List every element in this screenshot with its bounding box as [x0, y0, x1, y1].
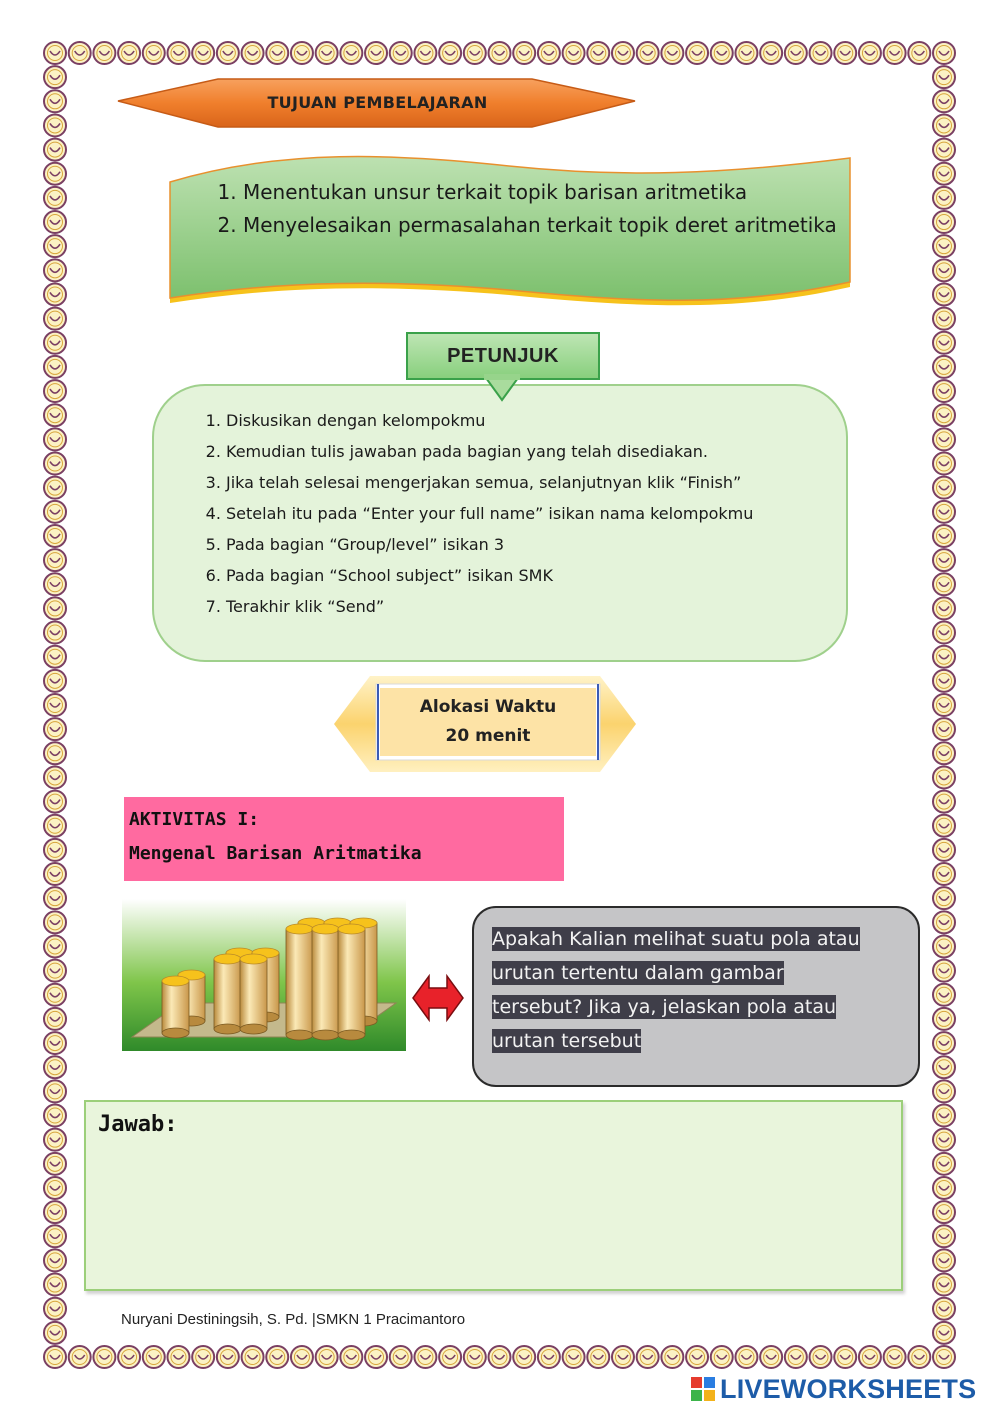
question-line: urutan tertentu dalam gambar	[492, 962, 784, 984]
activity-number: AKTIVITAS I:	[129, 809, 260, 830]
smiley-bead-icon	[933, 453, 955, 475]
activity-title: Mengenal Barisan Aritmatika	[129, 843, 422, 864]
smiley-bead-icon	[563, 1346, 585, 1368]
smiley-bead-icon	[933, 1298, 955, 1320]
smiley-bead-icon	[192, 1346, 214, 1368]
liveworksheets-logo-icon	[690, 1376, 716, 1402]
smiley-bead-icon	[933, 839, 955, 861]
smiley-bead-icon	[316, 42, 338, 64]
cylinder-shape	[338, 924, 365, 1040]
question-line: Apakah Kalian melihat suatu pola atau	[492, 928, 860, 950]
smiley-bead-icon	[859, 42, 881, 64]
smiley-bead-icon	[933, 573, 955, 595]
cylinder-shape	[240, 954, 267, 1034]
smiley-bead-icon	[44, 90, 66, 112]
smiley-bead-icon	[637, 42, 659, 64]
smiley-bead-icon	[933, 477, 955, 499]
answer-input[interactable]	[98, 1150, 892, 1280]
instruction-step: 6. Pada bagian “School subject” isikan SMK	[226, 560, 830, 591]
smiley-bead-icon	[933, 235, 955, 257]
time-allocation	[378, 686, 598, 758]
smiley-bead-icon	[414, 1346, 436, 1368]
instruction-step: 4. Setelah itu pada “Enter your full name” isikan nama kelompokmu	[226, 498, 830, 529]
smiley-bead-icon	[291, 1346, 313, 1368]
smiley-bead-icon	[859, 1346, 881, 1368]
smiley-bead-icon	[884, 42, 906, 64]
smiley-bead-icon	[933, 114, 955, 136]
smiley-bead-icon	[44, 501, 66, 523]
smiley-bead-icon	[291, 42, 313, 64]
smiley-bead-icon	[44, 791, 66, 813]
activity-heading	[124, 797, 564, 881]
smiley-bead-icon	[661, 42, 683, 64]
time-allocation-label: Alokasi Waktu	[419, 697, 557, 717]
smiley-bead-icon	[933, 935, 955, 957]
smiley-bead-icon	[933, 791, 955, 813]
smiley-bead-icon	[513, 1346, 535, 1368]
smiley-bead-icon	[933, 308, 955, 330]
smiley-bead-icon	[266, 42, 288, 64]
smiley-bead-icon	[118, 1346, 140, 1368]
smiley-bead-icon	[93, 42, 115, 64]
smiley-bead-icon	[933, 863, 955, 885]
smiley-bead-icon	[810, 1346, 832, 1368]
smiley-bead-icon	[44, 670, 66, 692]
smiley-bead-icon	[414, 42, 436, 64]
smiley-bead-icon	[908, 42, 930, 64]
smiley-bead-icon	[612, 42, 634, 64]
smiley-bead-icon	[908, 1346, 930, 1368]
smiley-bead-icon	[711, 42, 733, 64]
smiley-bead-icon	[44, 1201, 66, 1223]
smiley-bead-icon	[810, 42, 832, 64]
smiley-bead-icon	[118, 42, 140, 64]
smiley-bead-icon	[44, 211, 66, 233]
time-allocation-value: 20 menit	[445, 726, 531, 746]
smiley-bead-icon	[785, 1346, 807, 1368]
smiley-bead-icon	[439, 1346, 461, 1368]
smiley-bead-icon	[44, 308, 66, 330]
smiley-bead-icon	[933, 211, 955, 233]
smiley-bead-icon	[563, 42, 585, 64]
smiley-bead-icon	[933, 1274, 955, 1296]
smiley-bead-icon	[933, 911, 955, 933]
smiley-bead-icon	[933, 139, 955, 161]
smiley-bead-icon	[933, 1105, 955, 1127]
smiley-bead-icon	[143, 1346, 165, 1368]
smiley-bead-icon	[933, 1201, 955, 1223]
question-line: tersebut? Jika ya, jelaskan pola atau	[492, 996, 837, 1018]
smiley-bead-icon	[44, 839, 66, 861]
cylinder-shape	[312, 924, 339, 1040]
smiley-bead-icon	[242, 1346, 264, 1368]
smiley-bead-icon	[686, 1346, 708, 1368]
smiley-bead-icon	[44, 332, 66, 354]
smiley-bead-icon	[933, 766, 955, 788]
smiley-bead-icon	[69, 42, 91, 64]
answer-label: Jawab:	[98, 1112, 178, 1137]
header-title: TUJUAN PEMBELAJARAN	[267, 92, 488, 112]
smiley-bead-icon	[44, 766, 66, 788]
smiley-bead-icon	[44, 453, 66, 475]
smiley-bead-icon	[44, 887, 66, 909]
smiley-bead-icon	[933, 549, 955, 571]
smiley-bead-icon	[489, 42, 511, 64]
smiley-bead-icon	[44, 549, 66, 571]
smiley-bead-icon	[365, 1346, 387, 1368]
smiley-bead-icon	[785, 42, 807, 64]
smiley-bead-icon	[637, 1346, 659, 1368]
footer-author: Nuryani Destiningsih, S. Pd. |SMKN 1 Pracimantoro	[121, 1311, 466, 1328]
smiley-bead-icon	[44, 935, 66, 957]
smiley-bead-icon	[686, 42, 708, 64]
smiley-bead-icon	[266, 1346, 288, 1368]
smiley-bead-icon	[933, 1322, 955, 1344]
smiley-bead-icon	[587, 1346, 609, 1368]
smiley-bead-icon	[933, 1153, 955, 1175]
smiley-bead-icon	[143, 42, 165, 64]
smiley-bead-icon	[933, 163, 955, 185]
smiley-bead-icon	[513, 42, 535, 64]
smiley-bead-icon	[933, 1080, 955, 1102]
smiley-bead-icon	[933, 1008, 955, 1030]
question-text	[492, 922, 902, 1058]
smiley-bead-icon	[44, 428, 66, 450]
smiley-bead-icon	[44, 66, 66, 88]
smiley-bead-icon	[933, 742, 955, 764]
smiley-bead-icon	[44, 984, 66, 1006]
smiley-bead-icon	[735, 42, 757, 64]
smiley-bead-icon	[933, 815, 955, 837]
smiley-bead-icon	[69, 1346, 91, 1368]
smiley-bead-icon	[933, 283, 955, 305]
smiley-bead-icon	[192, 42, 214, 64]
instructions-steps	[190, 405, 830, 622]
smiley-bead-icon	[44, 1225, 66, 1247]
smiley-bead-icon	[316, 1346, 338, 1368]
smiley-bead-icon	[439, 42, 461, 64]
smiley-bead-icon	[44, 911, 66, 933]
smiley-bead-icon	[44, 356, 66, 378]
smiley-bead-icon	[933, 259, 955, 281]
smiley-bead-icon	[44, 163, 66, 185]
smiley-bead-icon	[340, 42, 362, 64]
smiley-bead-icon	[464, 1346, 486, 1368]
smiley-bead-icon	[93, 1346, 115, 1368]
smiley-bead-icon	[44, 1177, 66, 1199]
smiley-bead-icon	[44, 283, 66, 305]
smiley-bead-icon	[44, 380, 66, 402]
smiley-bead-icon	[44, 1249, 66, 1271]
smiley-bead-icon	[44, 694, 66, 716]
smiley-bead-icon	[933, 646, 955, 668]
instructions-label: PETUNJUK	[447, 344, 559, 367]
smiley-bead-icon	[933, 1032, 955, 1054]
smiley-bead-icon	[217, 42, 239, 64]
cylinder-shape	[162, 976, 189, 1038]
liveworksheets-logo-text: LIVEWORKSHEETS	[720, 1373, 977, 1404]
smiley-bead-icon	[167, 42, 189, 64]
liveworksheets-logo	[690, 1372, 976, 1406]
smiley-bead-icon	[44, 139, 66, 161]
instruction-step: 7. Terakhir klik “Send”	[226, 591, 830, 622]
smiley-bead-icon	[735, 1346, 757, 1368]
smiley-bead-icon	[44, 597, 66, 619]
smiley-bead-icon	[933, 960, 955, 982]
double-arrow-icon	[411, 972, 465, 1024]
smiley-bead-icon	[933, 1129, 955, 1151]
smiley-bead-icon	[44, 863, 66, 885]
smiley-bead-icon	[44, 646, 66, 668]
smiley-bead-icon	[44, 573, 66, 595]
smiley-bead-icon	[44, 622, 66, 644]
objective-item: 1. Menentukan unsur terkait topik barisan aritmetika	[243, 176, 855, 209]
smiley-bead-icon	[933, 1346, 955, 1368]
smiley-bead-icon	[933, 1177, 955, 1199]
smiley-bead-icon	[44, 742, 66, 764]
smiley-bead-icon	[44, 1105, 66, 1127]
instruction-step: 1. Diskusikan dengan kelompokmu	[226, 405, 830, 436]
smiley-bead-icon	[44, 259, 66, 281]
smiley-bead-icon	[933, 525, 955, 547]
smiley-bead-icon	[44, 525, 66, 547]
smiley-bead-icon	[933, 1249, 955, 1271]
smiley-bead-icon	[587, 42, 609, 64]
smiley-bead-icon	[44, 1129, 66, 1151]
smiley-bead-icon	[44, 1080, 66, 1102]
smiley-bead-icon	[933, 1056, 955, 1078]
smiley-bead-icon	[760, 1346, 782, 1368]
smiley-bead-icon	[44, 187, 66, 209]
smiley-bead-icon	[933, 1225, 955, 1247]
smiley-bead-icon	[933, 670, 955, 692]
smiley-bead-icon	[390, 1346, 412, 1368]
instruction-step: 3. Jika telah selesai mengerjakan semua, selanjutnyan klik “Finish”	[226, 467, 830, 498]
smiley-bead-icon	[44, 1032, 66, 1054]
smiley-bead-icon	[44, 718, 66, 740]
smiley-bead-icon	[44, 1153, 66, 1175]
smiley-bead-icon	[340, 1346, 362, 1368]
smiley-bead-icon	[884, 1346, 906, 1368]
smiley-bead-icon	[834, 1346, 856, 1368]
smiley-bead-icon	[44, 1346, 66, 1368]
smiley-bead-icon	[489, 1346, 511, 1368]
smiley-bead-icon	[242, 42, 264, 64]
smiley-bead-icon	[44, 1008, 66, 1030]
smiley-bead-icon	[933, 694, 955, 716]
smiley-bead-icon	[933, 42, 955, 64]
smiley-bead-icon	[167, 1346, 189, 1368]
smiley-bead-icon	[711, 1346, 733, 1368]
cylinder-shape	[214, 954, 241, 1034]
smiley-bead-icon	[933, 887, 955, 909]
smiley-bead-icon	[44, 960, 66, 982]
smiley-bead-icon	[44, 1274, 66, 1296]
smiley-bead-icon	[390, 42, 412, 64]
smiley-bead-icon	[933, 984, 955, 1006]
smiley-bead-icon	[365, 42, 387, 64]
cylinder-pattern-image	[122, 899, 406, 1051]
smiley-bead-icon	[933, 332, 955, 354]
smiley-bead-icon	[933, 718, 955, 740]
smiley-bead-icon	[933, 622, 955, 644]
smiley-bead-icon	[933, 404, 955, 426]
smiley-bead-icon	[933, 428, 955, 450]
smiley-bead-icon	[538, 42, 560, 64]
smiley-bead-icon	[464, 42, 486, 64]
smiley-bead-icon	[933, 380, 955, 402]
smiley-bead-icon	[44, 1322, 66, 1344]
smiley-bead-icon	[612, 1346, 634, 1368]
objectives-list	[205, 176, 855, 242]
smiley-bead-icon	[933, 66, 955, 88]
smiley-bead-icon	[44, 235, 66, 257]
smiley-bead-icon	[933, 597, 955, 619]
cylinder-shape	[286, 924, 313, 1040]
smiley-bead-icon	[44, 477, 66, 499]
instruction-step: 5. Pada bagian “Group/level” isikan 3	[226, 529, 830, 560]
smiley-bead-icon	[44, 404, 66, 426]
smiley-bead-icon	[44, 114, 66, 136]
smiley-bead-icon	[933, 90, 955, 112]
smiley-bead-icon	[933, 501, 955, 523]
smiley-bead-icon	[217, 1346, 239, 1368]
smiley-bead-icon	[661, 1346, 683, 1368]
smiley-bead-icon	[44, 1056, 66, 1078]
smiley-bead-icon	[933, 187, 955, 209]
smiley-bead-icon	[760, 42, 782, 64]
instruction-step: 2. Kemudian tulis jawaban pada bagian yang telah disediakan.	[226, 436, 830, 467]
smiley-bead-icon	[44, 42, 66, 64]
smiley-bead-icon	[44, 1298, 66, 1320]
smiley-bead-icon	[44, 815, 66, 837]
objective-item: 2. Menyelesaikan permasalahan terkait topik deret aritmetika	[243, 209, 855, 242]
question-line: urutan tersebut	[492, 1030, 642, 1052]
smiley-bead-icon	[538, 1346, 560, 1368]
smiley-bead-icon	[933, 356, 955, 378]
smiley-bead-icon	[834, 42, 856, 64]
